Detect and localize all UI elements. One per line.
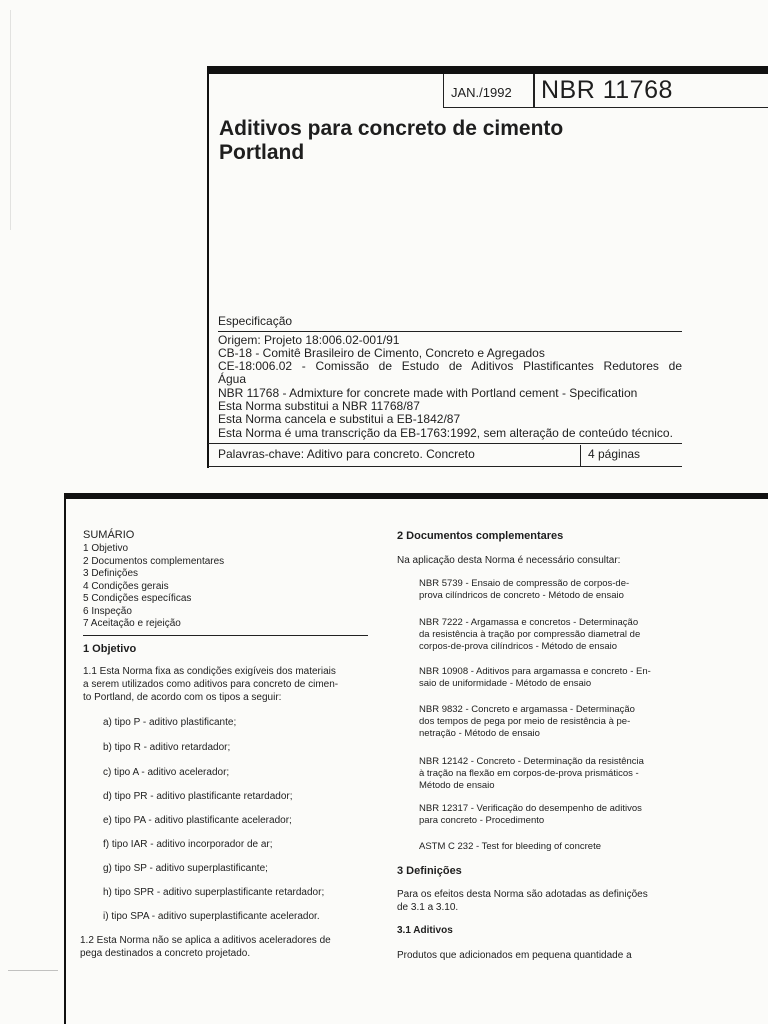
- type-item: c) tipo A - aditivo acelerador;: [103, 767, 230, 778]
- summary-rule: [83, 635, 368, 636]
- code-divider: [533, 74, 535, 108]
- definitions-p2-line1: Produtos que adicionados em pequena quantidade a: [397, 950, 632, 961]
- reference-item: NBR 12142 - Concreto - Determinação da resistência à tração na flexão em corpos-de-prova prismáticos - Método de ensaio: [419, 756, 644, 791]
- reference-item: ASTM C 232 - Test for bleeding of concrete: [419, 841, 601, 852]
- norm-code: NBR 11768: [541, 76, 673, 104]
- page-count: 4 páginas: [588, 447, 641, 461]
- scan-noise: [10, 10, 11, 230]
- reference-item: NBR 10908 - Aditivos para argamassa e concreto - En- saio de uniformidade - Método de ensaio: [419, 666, 651, 689]
- cover-left-rule: [207, 66, 209, 468]
- keywords: Palavras-chave: Aditivo para concreto. Concreto: [218, 447, 475, 461]
- header-underline: [443, 107, 768, 108]
- type-item: f) tipo IAR - aditivo incorporador de ar;: [103, 839, 273, 850]
- keywords-bottom-rule: [208, 466, 682, 467]
- type-item: b) tipo R - aditivo retardador;: [103, 742, 231, 753]
- type-item: h) tipo SPR - aditivo superplastificante retardador;: [103, 887, 325, 898]
- reference-item: NBR 5739 - Ensaio de compressão de corpos-de- prova cilíndricos de concreto - Método de ensaio: [419, 578, 630, 601]
- objective-p2-line2: pega destinados a concreto projetado.: [80, 948, 251, 959]
- publication-date: JAN./1992: [451, 85, 512, 100]
- meta-transcription: Esta Norma é uma transcrição da EB-1763:1992, sem alteração de conteúdo técnico.: [218, 426, 673, 440]
- toc-item: 6 Inspeção: [83, 606, 132, 617]
- type-item: d) tipo PR - aditivo plastificante retardador;: [103, 791, 293, 802]
- reference-item: NBR 12317 - Verificação do desempenho de aditivos para concreto - Procedimento: [419, 803, 642, 826]
- meta-committee: CB-18 - Comitê Brasileiro de Cimento, Concreto e Agregados: [218, 346, 545, 360]
- document-title: [219, 117, 679, 165]
- objective-p1-line3: to Portland, de acordo com os tipos a seguir:: [83, 692, 282, 703]
- section-heading-definitions: 3 Definições: [397, 865, 462, 877]
- objective-p2-line1: 1.2 Esta Norma não se aplica a aditivos aceleradores de: [80, 935, 331, 946]
- toc-item: 7 Aceitação e rejeição: [83, 618, 181, 629]
- page-left-rule: [64, 493, 66, 1024]
- date-divider: [443, 74, 444, 108]
- meta-origin: Origem: Projeto 18:006.02-001/91: [218, 333, 400, 347]
- type-item: g) tipo SP - aditivo superplastificante;: [103, 863, 268, 874]
- objective-p1-line2: a serem utilizados como aditivos para concreto de cimen-: [83, 679, 339, 690]
- documents-intro: Na aplicação desta Norma é necessário consultar:: [397, 555, 621, 566]
- objective-p1-line1: 1.1 Esta Norma fixa as condições exigíveis dos materiais: [83, 666, 336, 677]
- type-item: a) tipo P - aditivo plastificante;: [103, 717, 237, 728]
- meta-commission-cont: Água: [218, 372, 247, 386]
- cover-top-rule: [207, 66, 768, 74]
- section-heading-objective: 1 Objetivo: [83, 643, 137, 655]
- meta-english-title: NBR 11768 - Admixture for concrete made with Portland cement - Specification: [218, 386, 638, 400]
- toc-item: 2 Documentos complementares: [83, 556, 225, 567]
- meta-commission: CE-18:006.02 - Comissão de Estudo de Aditivos Plastificantes Redutores de: [218, 359, 682, 373]
- definitions-p1-line1: Para os efeitos desta Norma são adotadas as definições: [397, 889, 648, 900]
- meta-replaces: Esta Norma substitui a NBR 11768/87: [218, 399, 420, 413]
- type-item: i) tipo SPA - aditivo superplastificante acelerador.: [103, 911, 320, 922]
- toc-item: 4 Condições gerais: [83, 581, 169, 592]
- type-item: e) tipo PA - aditivo plastificante acelerador;: [103, 815, 292, 826]
- toc-item: 5 Condições específicas: [83, 593, 192, 604]
- title-line-2: Portland: [219, 141, 305, 164]
- toc-item: 3 Definições: [83, 568, 139, 579]
- page-top-rule: [64, 493, 768, 499]
- definitions-p1-line2: de 3.1 a 3.10.: [397, 902, 459, 913]
- section-heading-documents: 2 Documentos complementares: [397, 530, 564, 542]
- title-line-1: Aditivos para concreto de cimento: [219, 117, 564, 140]
- subsection-heading-additives: 3.1 Aditivos: [397, 925, 453, 936]
- pages-divider: [580, 445, 581, 467]
- meta-cancels: Esta Norma cancela e substitui a EB-1842/87: [218, 412, 461, 426]
- reference-item: NBR 7222 - Argamassa e concretos - Determinação da resistência à tração por compressão diametral de corpos-de-prova cilíndricos - Método de ensaio: [419, 617, 641, 652]
- summary-title: SUMÁRIO: [83, 529, 135, 541]
- scan-noise: [8, 970, 58, 971]
- reference-item: NBR 9832 - Concreto e argamassa - Determinação dos tempos de pega por meio de resistência à pe- netração - Método de ensaio: [419, 704, 635, 739]
- toc-item: 1 Objetivo: [83, 543, 129, 554]
- keywords-top-rule: [208, 443, 682, 444]
- doc-type-rule: [218, 331, 682, 332]
- document-type: Especificação: [218, 314, 293, 328]
